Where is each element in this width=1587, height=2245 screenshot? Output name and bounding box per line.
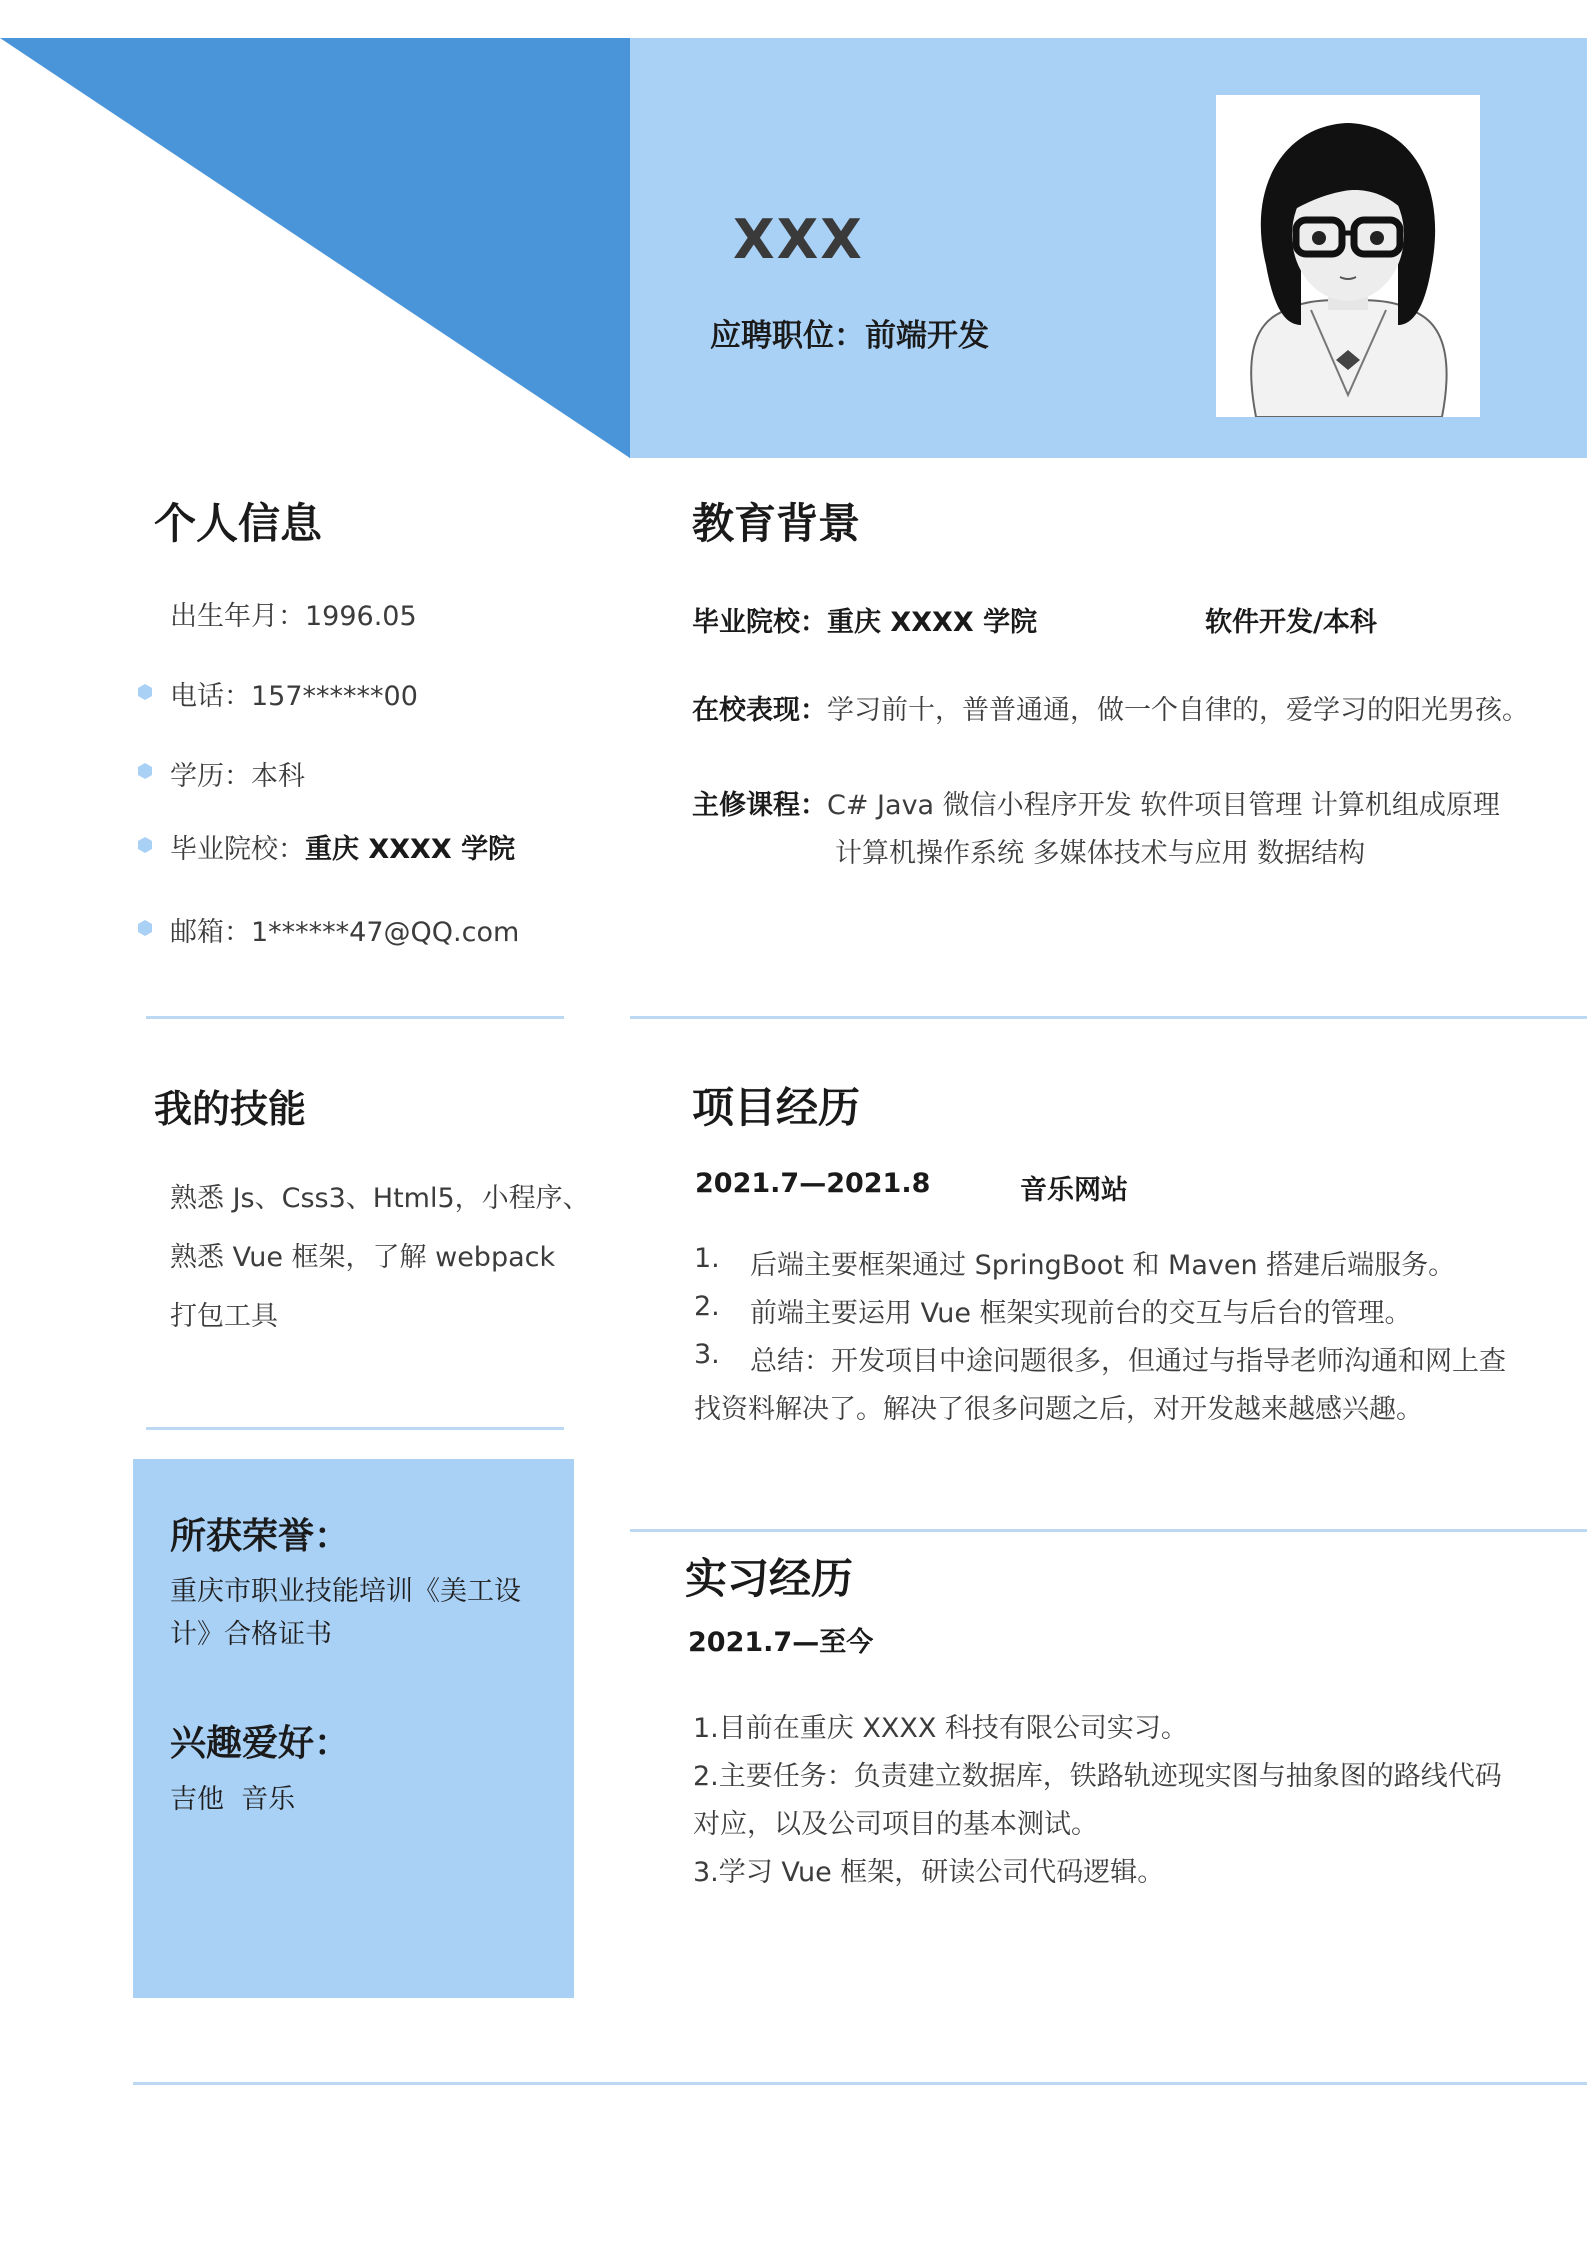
project-item-num: 3. [694,1339,720,1370]
edu-performance [692,688,1529,727]
divider [630,1016,1587,1019]
divider [630,1529,1587,1532]
honors-title: 所获荣誉： [170,1516,351,1557]
phone: 电话：157******00 [170,681,418,712]
divider [146,1016,564,1019]
skills-line1: 熟悉 Js、Css3、Html5，小程序、 [170,1183,590,1214]
internship-line4: 3.学习 Vue 框架，研读公司代码逻辑。 [693,1857,1165,1888]
hobbies-title: 兴趣爱好： [170,1723,351,1764]
internship-line1: 1.目前在重庆 XXXX 科技有限公司实习。 [693,1713,1188,1744]
graduate-school-label: 毕业院校： [170,834,305,865]
edu-courses-line2: 计算机操作系统 多媒体技术与应用 数据结构 [835,838,1366,869]
education-level: 学历：本科 [170,761,305,792]
bullet-hexagon-icon [137,684,153,700]
bullet-hexagon-icon [137,837,153,853]
project-date: 2021.7—2021.8 [695,1168,931,1199]
project-item-num: 1. [694,1243,720,1274]
avatar [1216,95,1480,417]
edu-school-value: 重庆 XXXX 学院 [827,607,1038,638]
internship-date: 2021.7—至今 [688,1627,874,1658]
edu-degree: 软件开发/本科 [1205,607,1377,638]
candidate-name: XXX [733,208,864,271]
bottom-divider [133,2082,1587,2085]
graduate-school [170,827,515,866]
skills-line2: 熟悉 Vue 框架，了解 webpack [170,1242,556,1273]
edu-courses-line1: C# Java 微信小程序开发 软件项目管理 计算机组成原理 [827,790,1500,821]
divider [146,1427,564,1430]
edu-school [692,600,1037,639]
edu-performance-label: 在校表现： [692,695,827,726]
email: 邮箱：1******47@QQ.com [170,917,520,948]
position-value: 前端开发 [865,318,989,354]
bullet-hexagon-icon [137,920,153,936]
hobbies-value: 吉他 音乐 [170,1784,296,1815]
education-title: 教育背景 [692,499,861,548]
project-item-text: 后端主要框架通过 SpringBoot 和 Maven 搭建后端服务。 [750,1250,1456,1281]
personal-info-title: 个人信息 [154,499,323,548]
project-name: 音乐网站 [1020,1175,1128,1206]
internship-title: 实习经历 [685,1554,854,1603]
graduate-school-value: 重庆 XXXX 学院 [305,834,516,865]
project-item-text: 前端主要运用 Vue 框架实现前台的交互与后台的管理。 [750,1298,1412,1329]
position-label: 应聘职位： [710,318,865,354]
edu-courses [692,783,1500,822]
project-item-text: 总结：开发项目中途问题很多，但通过与指导老师沟通和网上查 [750,1346,1506,1377]
honors-line1: 重庆市职业技能培训《美工设 [170,1576,521,1607]
edu-performance-value: 学习前十，普普通通，做一个自律的，爱学习的阳光男孩。 [827,695,1529,726]
header-triangle [0,38,630,458]
skills-line3: 打包工具 [170,1301,278,1332]
skills-title: 我的技能 [154,1087,307,1131]
project-item-text-cont: 找资料解决了。解决了很多问题之后，对开发越来越感兴趣。 [694,1394,1423,1425]
bullet-hexagon-icon [137,763,153,779]
honors-line2: 计》合格证书 [170,1619,332,1650]
edu-school-label: 毕业院校： [692,607,827,638]
projects-title: 项目经历 [692,1083,861,1132]
birth-date: 出生年月：1996.05 [170,601,417,632]
job-position [710,310,989,355]
internship-line2: 2.主要任务：负责建立数据库，铁路轨迹现实图与抽象图的路线代码 [693,1761,1502,1792]
internship-line3: 对应，以及公司项目的基本测试。 [693,1809,1098,1840]
project-item-num: 2. [694,1291,720,1322]
edu-courses-label: 主修课程： [692,790,827,821]
avatar-photo [1216,95,1480,417]
